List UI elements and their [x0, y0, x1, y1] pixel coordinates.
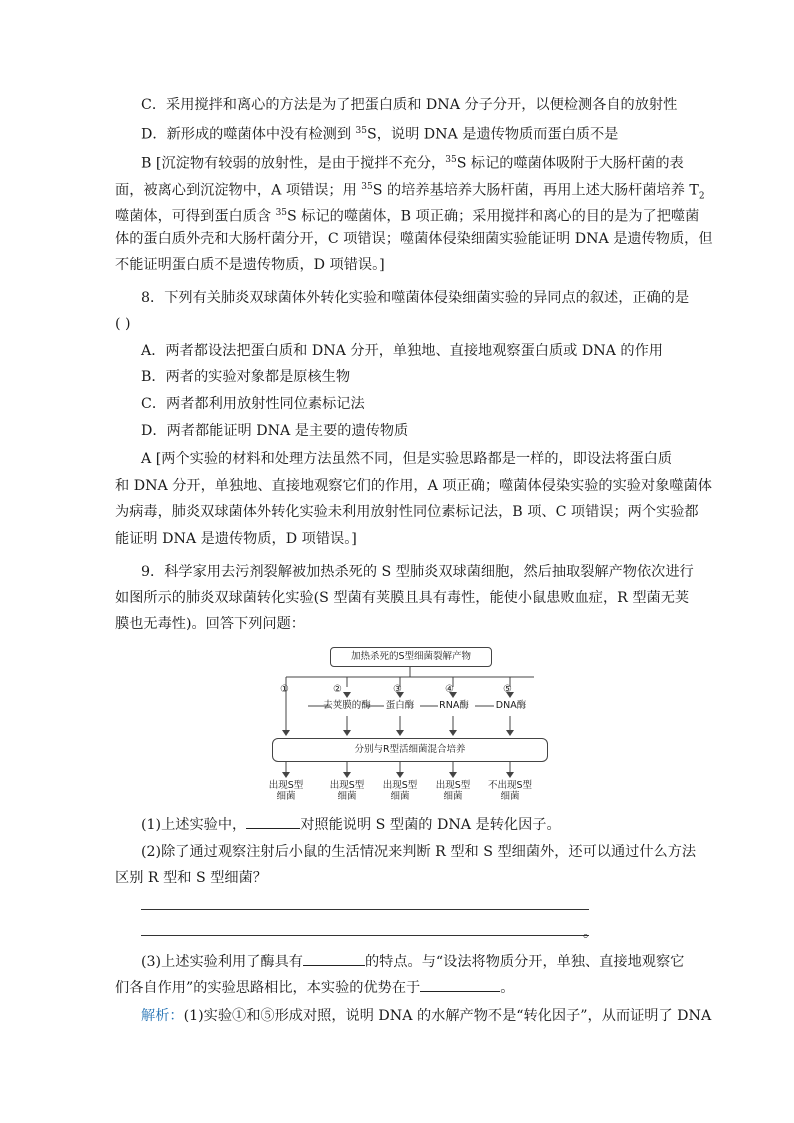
q9-sub2-line-1: (2)除了通过观察注射后小鼠的生活情况来判断 R 型和 S 型细菌外，还可以通过什么方法 — [141, 844, 697, 860]
label-1: ① — [280, 684, 289, 695]
q8-answer-line-1: A [两个实验的材料和处理方法虽然不同，但是实验思路都是一样的，即设法将蛋白质 — [141, 451, 673, 467]
q9-stem-line-2: 如图所示的肺炎双球菌转化实验(S 型菌有荚膜且具有毒性，能使小鼠患败血症，R 型菌无荚 — [115, 590, 690, 606]
q9-sub3-line-2: 们各自作用”的实验思路相比，本实验的优势在于 。 — [115, 977, 514, 998]
q8-option-a: A．两者都设法把蛋白质和 DNA 分开，单独地、直接地观察蛋白质或 DNA 的作用 — [141, 343, 663, 359]
enzyme-rnase: RNA酶 — [439, 700, 469, 711]
q7-answer-line-4: 体的蛋白质外壳和大肠杆菌分开，C 项错误；噬菌体侵染细菌实验能证明 DNA 是遗传物质，但 — [115, 231, 713, 247]
q8-option-c: C．两者都利用放射性同位素标记法 — [141, 396, 365, 412]
label-3: ③ — [393, 684, 402, 695]
q7-answer-line-1: B [沉淀物有较弱的放射性，是由于搅拌不充分，$^{35}$S 标记的噬菌体吸附于大肠杆菌的表 — [141, 155, 684, 172]
result-4: 出现S型 细菌 — [435, 780, 471, 802]
q7-answer-line-3: 噬菌体，可得到蛋白质含 $^{35}$S 标记的噬菌体，B 项正确；采用搅拌和离心的目的是为了把噬菌 — [115, 208, 700, 225]
result-1: 出现S型 细菌 — [268, 780, 304, 802]
transformation-experiment-diagram — [270, 642, 550, 807]
answer-line-2-period: 。 — [583, 925, 598, 941]
answer-blank-1[interactable] — [246, 814, 300, 829]
q9-stem-line-1: 9．科学家用去污剂裂解被加热杀死的 S 型肺炎双球菌细胞，然后抽取裂解产物依次进行 — [141, 564, 694, 580]
q8-answer-line-4: 能证明 DNA 是遗传物质，D 项错误。] — [115, 531, 357, 547]
label-4: ④ — [445, 684, 454, 695]
q8-stem-line-2: ( ) — [115, 316, 131, 332]
result-5: 不出现S型 细菌 — [487, 780, 533, 802]
q8-stem-line-1: 8．下列有关肺炎双球菌体外转化实验和噬菌体侵染细菌实验的异同点的叙述，正确的是 — [141, 290, 690, 306]
mix-with-r-bacteria-box: 分别与R型活细菌混合培养 — [272, 738, 548, 762]
q7-answer-line-2: 面，被离心到沉淀物中，A 项错误；用 $^{35}$S 的培养基培养大肠杆菌，再用上述大肠杆菌培养 $T_2$ — [115, 182, 705, 202]
answer-line-2a[interactable] — [141, 909, 589, 910]
answer-blank-3b[interactable] — [420, 977, 500, 992]
q7-option-c: C．采用搅拌和离心的方法是为了把蛋白质和 DNA 分子分开，以便检测各自的放射性 — [141, 97, 678, 113]
q9-stem-line-3: 膜也无毒性)。回答下列问题： — [115, 616, 305, 632]
q7-answer-line-5: 不能证明蛋白质不是遗传物质，D 项错误。] — [115, 257, 385, 273]
enzyme-protease: 蛋白酶 — [385, 700, 415, 711]
q9-sub1: (1)上述实验中， 对照能说明 S 型菌的 DNA 是转化因子。 — [141, 814, 561, 835]
q7-option-d: D．新形成的噬菌体中没有检测到 $^{35}$S，说明 DNA 是遗传物质而蛋白质不是 — [141, 126, 619, 143]
result-2: 出现S型 细菌 — [329, 780, 365, 802]
label-2: ② — [333, 684, 342, 695]
q9-explanation: 解析：(1)实验①和⑤形成对照，说明 DNA 的水解产物不是“转化因子”，从而证明了 DNA — [141, 1008, 712, 1024]
heat-killed-s-lysate-box: 加热杀死的S型细菌裂解产物 — [330, 647, 492, 667]
result-3: 出现S型 细菌 — [382, 780, 418, 802]
q9-sub2-line-2: 区别 R 型和 S 型细菌？ — [115, 870, 267, 886]
q8-answer-line-2: 和 DNA 分开，单独地、直接地观察它们的作用，A 项正确；噬菌体侵染实验的实验对象噬菌体 — [115, 478, 712, 494]
enzyme-dnase: DNA酶 — [495, 700, 527, 711]
label-5: ⑤ — [503, 684, 512, 695]
answer-blank-3a[interactable] — [303, 951, 365, 966]
q8-answer-line-3: 为病毒，肺炎双球菌体外转化实验未利用放射性同位素标记法，B 项、C 项错误；两个实验都 — [115, 504, 699, 520]
explanation-label: 解析： — [141, 1008, 184, 1024]
q9-sub3-line-1: (3)上述实验利用了酶具有 的特点。与“设法将物质分开，单独、直接地观察它 — [141, 951, 684, 972]
q8-option-b: B．两者的实验对象都是原核生物 — [141, 369, 351, 385]
q8-option-d: D．两者都能证明 DNA 是主要的遗传物质 — [141, 423, 409, 439]
answer-line-2b[interactable] — [141, 935, 589, 936]
enzyme-capsule-removal: 去荚膜的酶 — [323, 700, 371, 711]
